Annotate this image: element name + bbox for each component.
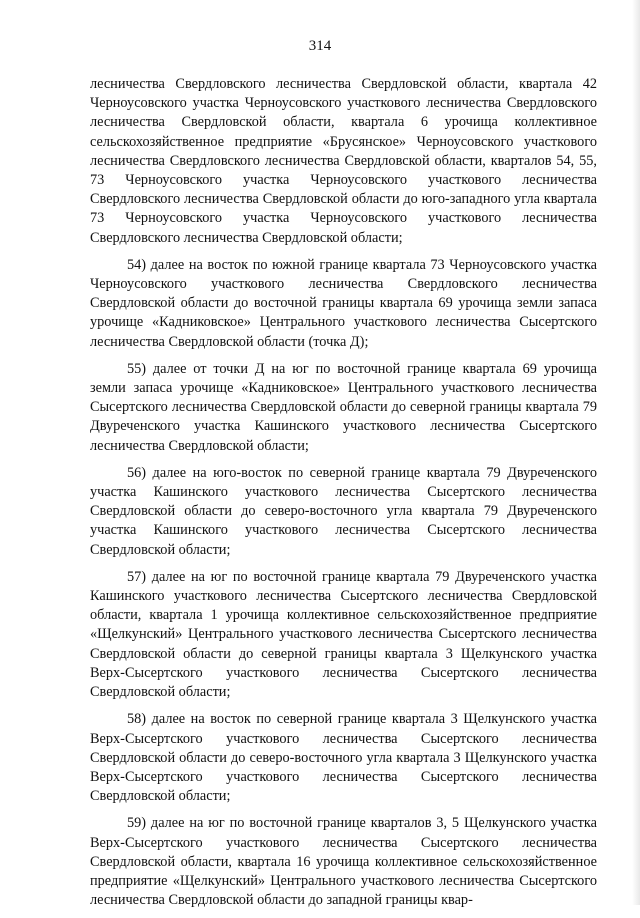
paragraph-item-59: 59) далее на юг по восточной границе кварталов 3, 5 Щелкунского участка Верх-Сысертского участкового лесничества Сысертского лесничества Свердловской области, квартала 16 урочища коллективное сельскохозяйственное предприятие «Щелкунский» Центрального участкового лесничества Сысертского лесничества Свердловской области до западной границы квар- bbox=[90, 815, 597, 909]
scan-edge-shadow bbox=[632, 0, 640, 905]
paragraph-item-56: 56) далее на юго-восток по северной границе квартала 79 Двуреченского участка Кашинского участкового лесничества Сысертского лесничества Свердловской области до северо-восточного угла квартала 79 Двуреченского участка Кашинского участкового лесничества Сысертского лесничества Свердловской области; bbox=[90, 464, 597, 558]
paragraph-item-58: 58) далее на восток по северной границе квартала 3 Щелкунского участка Верх-Сысертского участкового лесничества Сысертского лесничества Свердловской области до северо-восточного угла квартала 3 Щелкунского участка Верх-Сысертского участкового лесничества Сысертского лесничества Свердловской области; bbox=[90, 711, 597, 805]
paragraph-continuation: лесничества Свердловского лесничества Свердловской области, квартала 42 Черноусовского участка Черноусовского участкового лесничества Свердловского лесничества Свердловской области, квартала 6 урочища коллективное сельскохозяйственное предприятие «Брусянское» Черноусовского участкового лесничества Свердловского лесничества Свердловской области, кварталов 54, 55, 73 Черноусовского участка Черноусовского участкового лесничества Свердловского лесничества Свердловской области до юго-западного угла квартала 73 Черноусовского участка Черноусовского участкового лесничества Свердловского лесничества Свердловской области; bbox=[90, 76, 597, 246]
paragraph-item-54: 54) далее на восток по южной границе квартала 73 Черноусовского участка Черноусовского участкового лесничества Свердловского лесничества Свердловской области до восточной границы квартала 69 урочища земли запаса урочище «Кадниковское» Центрального участкового лесничества Сысертского лесничества Свердловской области (точка Д); bbox=[90, 256, 597, 350]
page-number: 314 bbox=[308, 38, 332, 54]
paragraph-item-55: 55) далее от точки Д на юг по восточной границе квартала 69 урочища земли запаса урочище «Кадниковское» Центрального участкового лесничества Сысертского лесничества Свердловской области до северной границы квартала 79 Двуреченского участка Кашинского участкового лесничества Сысертского лесничества Свердловской области; bbox=[90, 360, 597, 454]
paragraph-item-57: 57) далее на юг по восточной границе квартала 79 Двуреченского участка Кашинского участкового лесничества Сысертского лесничества Свердловской области, квартала 1 урочища коллективное сельскохозяйственное предприятие «Щелкунский» Центрального участкового лесничества Сысертского лесничества Свердловской области до северной границы квартала 3 Щелкунского участка Верх-Сысертского участкового лесничества Сысертского лесничества Свердловской области; bbox=[90, 568, 597, 701]
document-body bbox=[90, 75, 597, 918]
